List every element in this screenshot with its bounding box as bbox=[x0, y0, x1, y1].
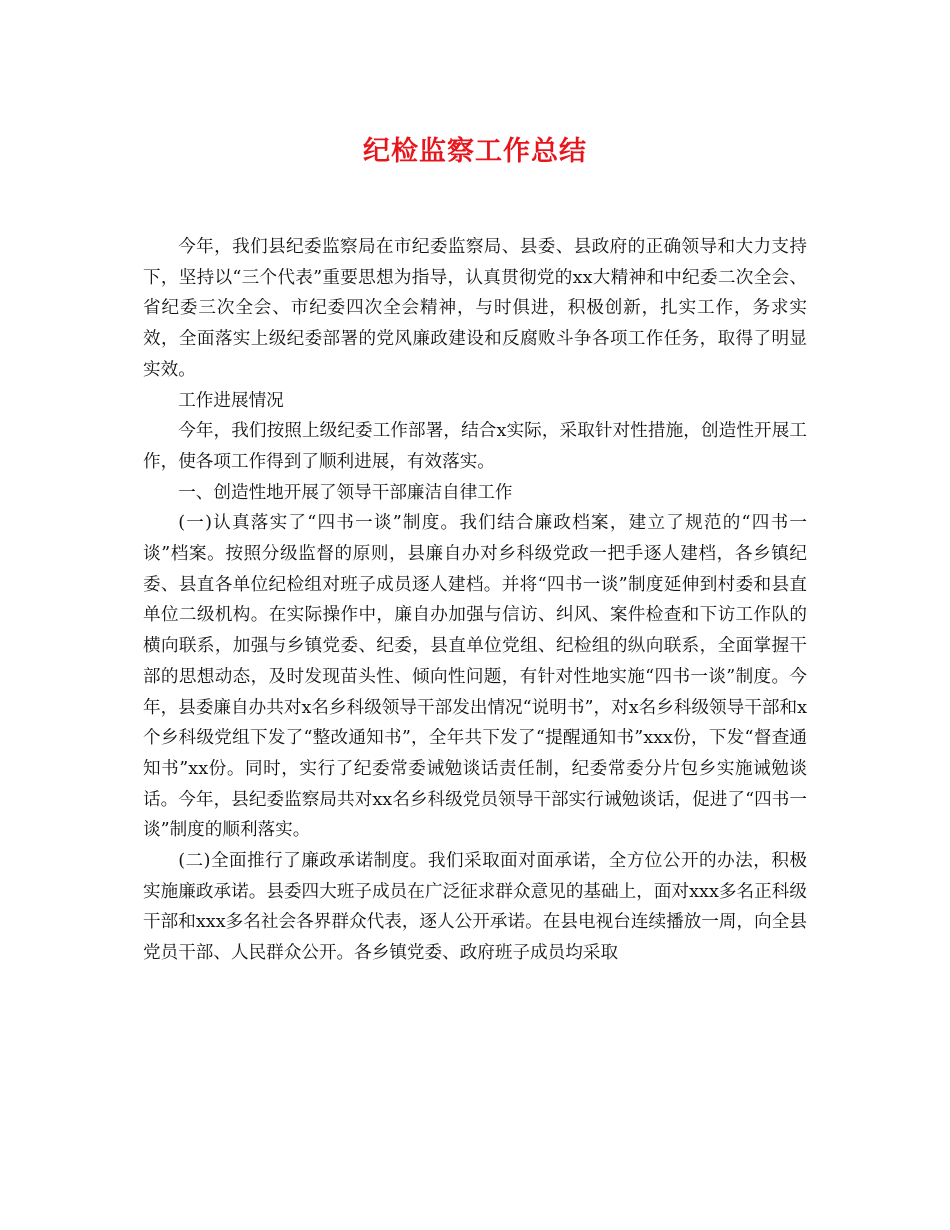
paragraph-item-two: (二)全面推行了廉政承诺制度。我们采取面对面承诺，全方位公开的办法，积极实施廉政承诺。县委四大班子成员在广泛征求群众意见的基础上，面对xxx多名正科级干部和xxx多名社会各界群众代表，逐人公开承诺。在县电视台连续播放一周，向全县党员干部、人民群众公开。各乡镇党委、政府班子成员均采取 bbox=[143, 851, 807, 964]
paragraph-progress: 今年，我们按照上级纪委工作部署，结合x实际，采取针对性措施，创造性开展工作，使各项工作得到了顺利进展，有效落实。 bbox=[143, 421, 807, 472]
document-title: 纪检监察工作总结 bbox=[363, 136, 587, 167]
section-heading-one: 一、创造性地开展了领导干部廉洁自律工作 bbox=[178, 482, 513, 503]
document-body bbox=[143, 232, 807, 969]
paragraph-item-one: (一)认真落实了“四书一谈”制度。我们结合廉政档案，建立了规范的“四书一谈”档案。按照分级监督的原则，县廉自办对乡科级党政一把手逐人建档，各乡镇纪委、县直各单位纪检组对班子成员逐人建档。并将“四书一谈”制度延伸到村委和县直单位二级机构。在实际操作中，廉自办加强与信访、纠风、案件检查和下访工作队的横向联系，加强与乡镇党委、纪委，县直单位党组、纪检组的纵向联系，全面掌握干部的思想动态，及时发现苗头性、倾向性问题，有针对性地实施“四书一谈”制度。今年，县委廉自办共对x名乡科级领导干部发出情况“说明书”，对x名乡科级领导干部和x个乡科级党组下发了“整改通知书”，全年共下发了“提醒通知书”xxx份，下发“督查通知书”xx份。同时，实行了纪委常委诫勉谈话责任制，纪委常委分片包乡实施诫勉谈话。今年，县纪委监察局共对xx名乡科级党员领导干部实行诫勉谈话，促进了“四书一谈”制度的顺利落实。 bbox=[143, 513, 807, 841]
paragraph-intro: 今年，我们县纪委监察局在市纪委监察局、县委、县政府的正确领导和大力支持下，坚持以“三个代表”重要思想为指导，认真贯彻党的xx大精神和中纪委二次全会、省纪委三次全会、市纪委四次全会精神，与时俱进，积极创新，扎实工作，务求实效，全面落实上级纪委部署的党风廉政建设和反腐败斗争各项工作任务，取得了明显实效。 bbox=[143, 237, 807, 380]
section-heading-progress: 工作进展情况 bbox=[178, 390, 284, 411]
